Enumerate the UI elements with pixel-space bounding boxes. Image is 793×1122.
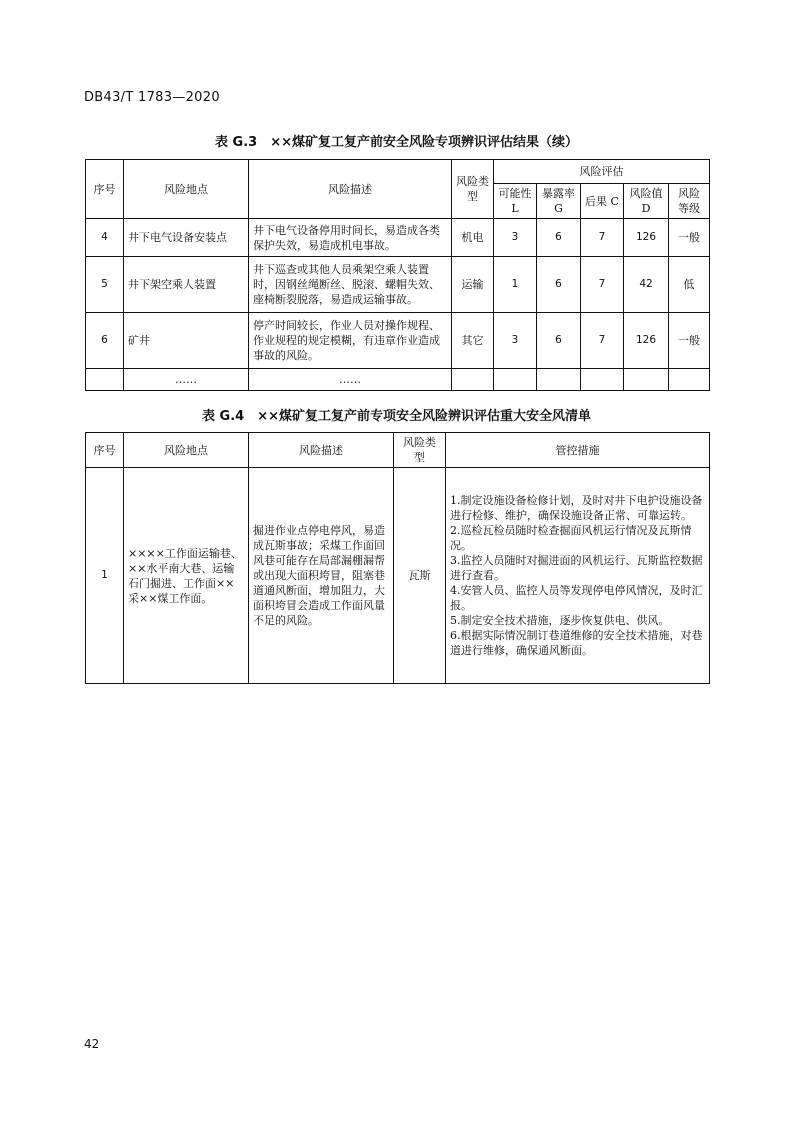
row-description: 井下巡查或其他人员乘架空乘人装置时，因钢丝绳断丝、脱滚、螺帽失效、座椅断裂脱落，易造成运输事故。 <box>249 257 452 313</box>
row-consequence: 7 <box>581 313 624 369</box>
row-exposure: 6 <box>537 219 581 257</box>
header-type: 风险类型 <box>452 160 494 219</box>
table-row <box>86 219 710 257</box>
header-likelihood: 可能性 L <box>494 184 537 219</box>
table-row <box>86 468 710 684</box>
row-location: 矿井 <box>124 313 249 369</box>
row-type: 其它 <box>452 313 494 369</box>
header-level: 风险等级 <box>669 184 710 219</box>
table-g3 <box>85 159 710 391</box>
header-location: 风险地点 <box>124 433 249 468</box>
row-likelihood: 3 <box>494 219 537 257</box>
measure-item: 3.监控人员随时对掘进面的风机运行、瓦斯监控数据进行查看。 <box>450 554 703 582</box>
header-evaluation: 风险评估 <box>494 160 710 184</box>
header-type: 风险类型 <box>394 433 446 468</box>
row-no: 5 <box>86 257 124 313</box>
header-exposure: 暴露率 G <box>537 184 581 219</box>
document-code: DB43/T 1783—2020 <box>84 90 220 105</box>
row-location: 井下电气设备安装点 <box>124 219 249 257</box>
measure-item: 2.巡检瓦检员随时检查掘面风机运行情况及瓦斯情况。 <box>450 524 692 552</box>
row-location: ××××工作面运输巷、××水平南大巷、运输石门掘进、工作面××采××煤工作面。 <box>124 468 249 684</box>
row-value: 126 <box>624 219 669 257</box>
row-type: 瓦斯 <box>394 468 446 684</box>
header-description: 风险描述 <box>249 160 452 219</box>
row-likelihood: 1 <box>494 257 537 313</box>
header-description: 风险描述 <box>249 433 394 468</box>
row-measures <box>446 468 710 684</box>
row-no: 1 <box>86 468 124 684</box>
table-row <box>86 313 710 369</box>
table-row <box>86 257 710 313</box>
row-level <box>669 369 710 391</box>
header-measures: 管控措施 <box>446 433 710 468</box>
row-type: 运输 <box>452 257 494 313</box>
measure-item: 5.制定安全技术措施，逐步恢复供电、供风。 <box>450 614 670 627</box>
row-consequence <box>581 369 624 391</box>
table-g3-caption: 表 G.3 ××煤矿复工复产前安全风险专项辨识评估结果（续） <box>215 135 578 150</box>
row-value: 126 <box>624 313 669 369</box>
row-description: …… <box>249 369 452 391</box>
row-exposure: 6 <box>537 257 581 313</box>
row-description: 掘进作业点停电停风，易造成瓦斯事故；采煤工作面回风巷可能存在局部漏棚漏帮或出现大面积垮冒，阻塞巷道通风断面，增加阻力，大面积垮冒会造成工作面风量不足的风险。 <box>249 468 394 684</box>
row-consequence: 7 <box>581 257 624 313</box>
row-consequence: 7 <box>581 219 624 257</box>
table-g4-caption: 表 G.4 ××煤矿复工复产前专项安全风险辨识评估重大安全风清单 <box>202 409 591 424</box>
row-location: …… <box>124 369 249 391</box>
row-location: 井下架空乘人装置 <box>124 257 249 313</box>
measure-item: 4.安管人员、监控人员等发现停电停风情况，及时汇报。 <box>450 584 703 612</box>
row-no: 4 <box>86 219 124 257</box>
table-g4 <box>85 432 710 684</box>
row-level: 一般 <box>669 313 710 369</box>
row-level: 一般 <box>669 219 710 257</box>
row-description: 停产时间较长，作业人员对操作规程、作业规程的规定模糊，有违章作业造成事故的风险。 <box>249 313 452 369</box>
row-likelihood: 3 <box>494 313 537 369</box>
measure-item: 6.根据实际情况制订巷道维修的安全技术措施，对巷道进行维修，确保通风断面。 <box>450 629 703 657</box>
row-exposure <box>537 369 581 391</box>
row-level: 低 <box>669 257 710 313</box>
header-no: 序号 <box>86 433 124 468</box>
row-value <box>624 369 669 391</box>
row-description: 井下电气设备停用时间长，易造成各类保护失效，易造成机电事故。 <box>249 219 452 257</box>
row-type: 机电 <box>452 219 494 257</box>
header-value: 风险值 D <box>624 184 669 219</box>
header-no: 序号 <box>86 160 124 219</box>
header-location: 风险地点 <box>124 160 249 219</box>
row-type <box>452 369 494 391</box>
row-exposure: 6 <box>537 313 581 369</box>
header-consequence: 后果 C <box>581 184 624 219</box>
page-number: 42 <box>84 1037 100 1051</box>
table-row <box>86 369 710 391</box>
row-likelihood <box>494 369 537 391</box>
row-value: 42 <box>624 257 669 313</box>
row-no: 6 <box>86 313 124 369</box>
measure-item: 1.制定设施设备检修计划，及时对井下电护设施设备进行检修、维护，确保设施设备正常、可靠运转。 <box>450 494 703 522</box>
row-no <box>86 369 124 391</box>
